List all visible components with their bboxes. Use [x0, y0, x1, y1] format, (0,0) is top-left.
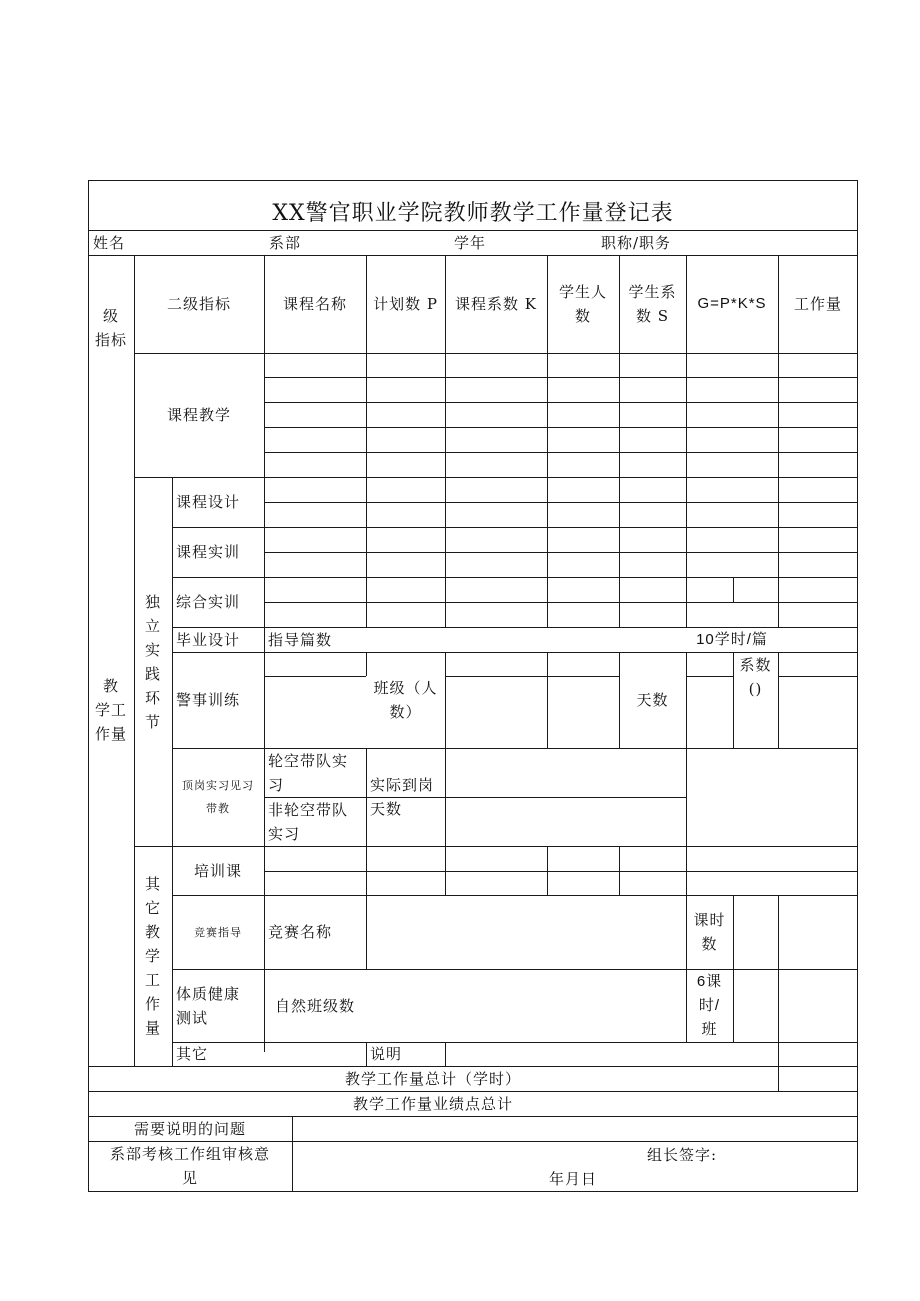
- review-label: 系部考核工作组审核意 见: [109, 1145, 270, 1187]
- natural-class-label: 自然班级数: [274, 996, 355, 1015]
- dept-label: 系部: [269, 234, 302, 252]
- with-airport-label: 轮空带队实 习: [268, 751, 349, 794]
- header-course-name: 课程名称: [282, 295, 347, 313]
- date-label: 年月日: [549, 1170, 598, 1188]
- coefficient-label: 系数 (): [739, 656, 772, 698]
- signature-label: 组长签字:: [647, 1146, 718, 1164]
- grid-line: [264, 502, 858, 503]
- section-other-teaching: 其 它 教 学 工 作 量: [144, 875, 161, 1037]
- year-label: 学年: [454, 234, 487, 252]
- grid-line: [264, 602, 858, 603]
- grid-line: [445, 846, 446, 895]
- header-workload: 工作量: [793, 295, 842, 313]
- note-label: 说明: [370, 1045, 403, 1063]
- row-graduation-design: 毕业设计: [176, 630, 241, 649]
- grid-line: [619, 846, 620, 895]
- grid-line: [172, 577, 858, 578]
- grid-line: [778, 676, 858, 677]
- header-level2: 二级指标: [166, 295, 231, 313]
- non-airport-label: 非轮空带队 实习: [268, 800, 349, 843]
- grid-line: [292, 1116, 293, 1191]
- class-hours-label: 课时 数: [693, 911, 726, 953]
- grid-line: [264, 402, 858, 403]
- section-independent-practice: 独 立 实 践 环 节: [144, 592, 161, 731]
- row-other: 其它: [176, 1045, 209, 1063]
- grid-line: [547, 846, 548, 895]
- grid-line: [264, 552, 858, 553]
- form-title: XX警官职业学院教师教学工作量登记表: [272, 201, 674, 226]
- row-police-training: 警事训练: [176, 691, 241, 709]
- total-points-label: 教学工作量业绩点总计: [352, 1094, 513, 1113]
- header-level1: 级 指标: [94, 307, 127, 349]
- grid-line: [264, 377, 858, 378]
- row-course-design: 课程设计: [176, 493, 241, 511]
- name-label: 姓名: [93, 234, 126, 252]
- issues-label: 需要说明的问题: [133, 1119, 246, 1138]
- guide-count-label: 指导篇数: [268, 630, 333, 649]
- header-plan: 计划数 P: [373, 295, 438, 313]
- grid-line: [264, 452, 858, 453]
- grid-line: [778, 895, 779, 1091]
- row-comprehensive-training: 综合实训: [176, 593, 241, 611]
- grid-line: [172, 1042, 858, 1043]
- section-course-teaching: 课程教学: [166, 406, 231, 424]
- grid-line: [733, 895, 734, 1042]
- row-training-course: 培训课: [193, 861, 242, 880]
- row-internship: 顶岗实习见习 带教: [182, 779, 254, 815]
- grid-line: [445, 676, 619, 677]
- header-coef-k: 课程系数 K: [455, 295, 537, 313]
- grid-line: [264, 871, 858, 872]
- grid-line: [264, 427, 858, 428]
- grid-line: [172, 527, 858, 528]
- grid-line: [88, 1191, 858, 1192]
- row-competition: 竞赛指导: [194, 925, 242, 939]
- section-teaching-workload: 教 学工 作量: [94, 676, 127, 743]
- hours-per-class-label: 6课 时/ 班: [696, 972, 723, 1038]
- grid-line: [547, 652, 548, 748]
- rank-label: 职称/职务: [601, 234, 672, 252]
- row-course-training: 课程实训: [176, 543, 241, 561]
- header-students: 学生人 数: [558, 283, 607, 325]
- header-coef-s: 学生系 数 S: [628, 283, 677, 325]
- grid-line: [88, 180, 858, 181]
- header-formula: G=P*K*S: [697, 295, 767, 312]
- total-hours-label: 教学工作量总计（学时）: [344, 1069, 521, 1088]
- row-fitness-test: 体质健康 测试: [176, 984, 241, 1027]
- days-label: 天数: [636, 691, 669, 709]
- hours-per-piece-label: 10学时/篇: [696, 630, 768, 648]
- grid-line: [733, 577, 734, 602]
- competition-name-label: 竞赛名称: [268, 923, 333, 941]
- grid-line: [686, 652, 687, 895]
- grid-line: [778, 652, 779, 748]
- class-count-label: 班级（人 数）: [373, 679, 438, 721]
- grid-line: [686, 676, 733, 677]
- actual-days-label: 实际到岗 天数: [370, 776, 435, 818]
- grid-line: [264, 676, 366, 677]
